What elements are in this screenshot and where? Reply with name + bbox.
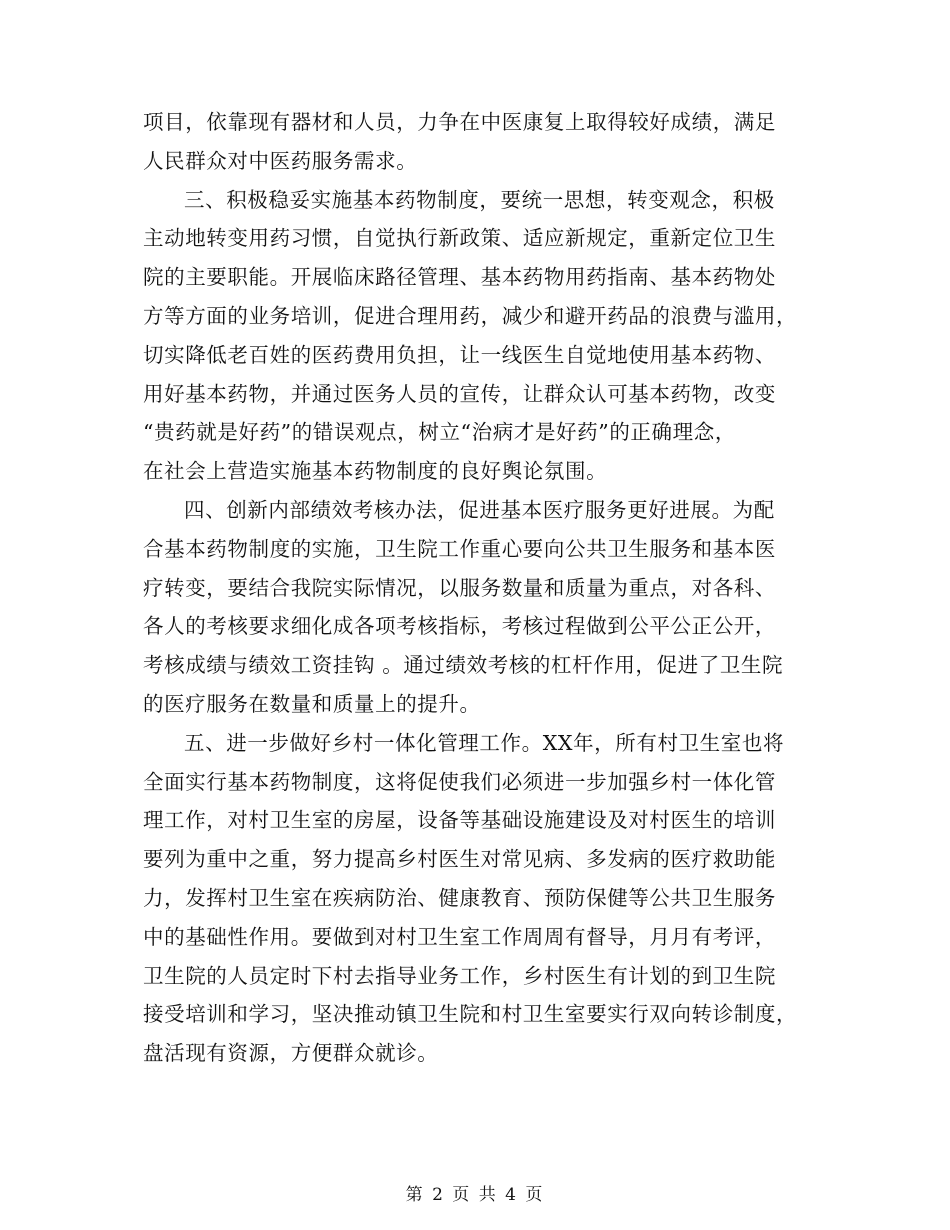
text-line: 理工作，对村卫生室的房屋，设备等基础设施建设及对村医生的培训 [143, 808, 776, 833]
text-line: 方等方面的业务培训，促进合理用药，减少和避开药品的浪费与滥用， [143, 303, 798, 328]
text-line: 各人的考核要求细化成各项考核指标，考核过程做到公平公正公开， [143, 614, 776, 639]
page-number-label: 第 2 页 共 4 页 [405, 1185, 545, 1205]
text-line: 全面实行基本药物制度，这将促使我们必须进一步加强乡村一体化管 [143, 769, 776, 794]
text-line: 卫生院的人员定时下村去指导业务工作，乡村医生有计划的到卫生院 [143, 963, 776, 988]
text-line: 在社会上营造实施基本药物制度的良好舆论氛围。 [143, 459, 608, 484]
text-line: 主动地转变用药习惯，自觉执行新政策、适应新规定，重新定位卫生 [143, 226, 776, 251]
text-line: 用好基本药物，并通过医务人员的宣传，让群众认可基本药物，改变 [143, 381, 776, 406]
text-line: 力，发挥村卫生室在疾病防治、健康教育、预防保健等公共卫生服务 [143, 885, 776, 910]
text-line: 的医疗服务在数量和质量上的提升。 [143, 691, 481, 716]
text-line: 人民群众对中医药服务需求。 [143, 148, 418, 173]
text-line: 要列为重中之重，努力提高乡村医生对常见病、多发病的医疗救助能 [143, 847, 776, 872]
page-footer [0, 1184, 950, 1206]
paragraph-start-line: 三、积极稳妥实施基本药物制度，要统一思想，转变观念，积极 [184, 187, 775, 212]
paragraph-start-line: 五、进一步做好乡村一体化管理工作。XX年，所有村卫生室也将 [184, 730, 785, 755]
paragraph-start-line: 四、创新内部绩效考核办法，促进基本医疗服务更好进展。为配 [184, 497, 775, 522]
text-line: 疗转变，要结合我院实际情况，以服务数量和质量为重点，对各科、 [143, 575, 776, 600]
text-line: 盘活现有资源，方便群众就诊。 [143, 1041, 439, 1066]
text-line: 项目，依靠现有器材和人员，力争在中医康复上取得较好成绩，满足 [143, 110, 776, 134]
text-line: 院的主要职能。开展临床路径管理、基本药物用药指南、基本药物处 [143, 265, 776, 290]
text-line: 中的基础性作用。要做到对村卫生室工作周周有督导，月月有考评， [143, 924, 776, 949]
text-line: 接受培训和学习，坚决推动镇卫生院和村卫生室要实行双向转诊制度， [143, 1002, 798, 1027]
body-text [143, 103, 813, 1073]
text-line: 考核成绩与绩效工资挂钩 。通过绩效考核的杠杆作用，促进了卫生院 [143, 653, 784, 678]
text-line: 切实降低老百姓的医药费用负担，让一线医生自觉地使用基本药物、 [143, 342, 776, 367]
text-line: “贵药就是好药”的错误观点，树立“治病才是好药”的正确理念， [143, 420, 736, 445]
text-line: 合基本药物制度的实施，卫生院工作重心要向公共卫生服务和基本医 [143, 536, 776, 561]
